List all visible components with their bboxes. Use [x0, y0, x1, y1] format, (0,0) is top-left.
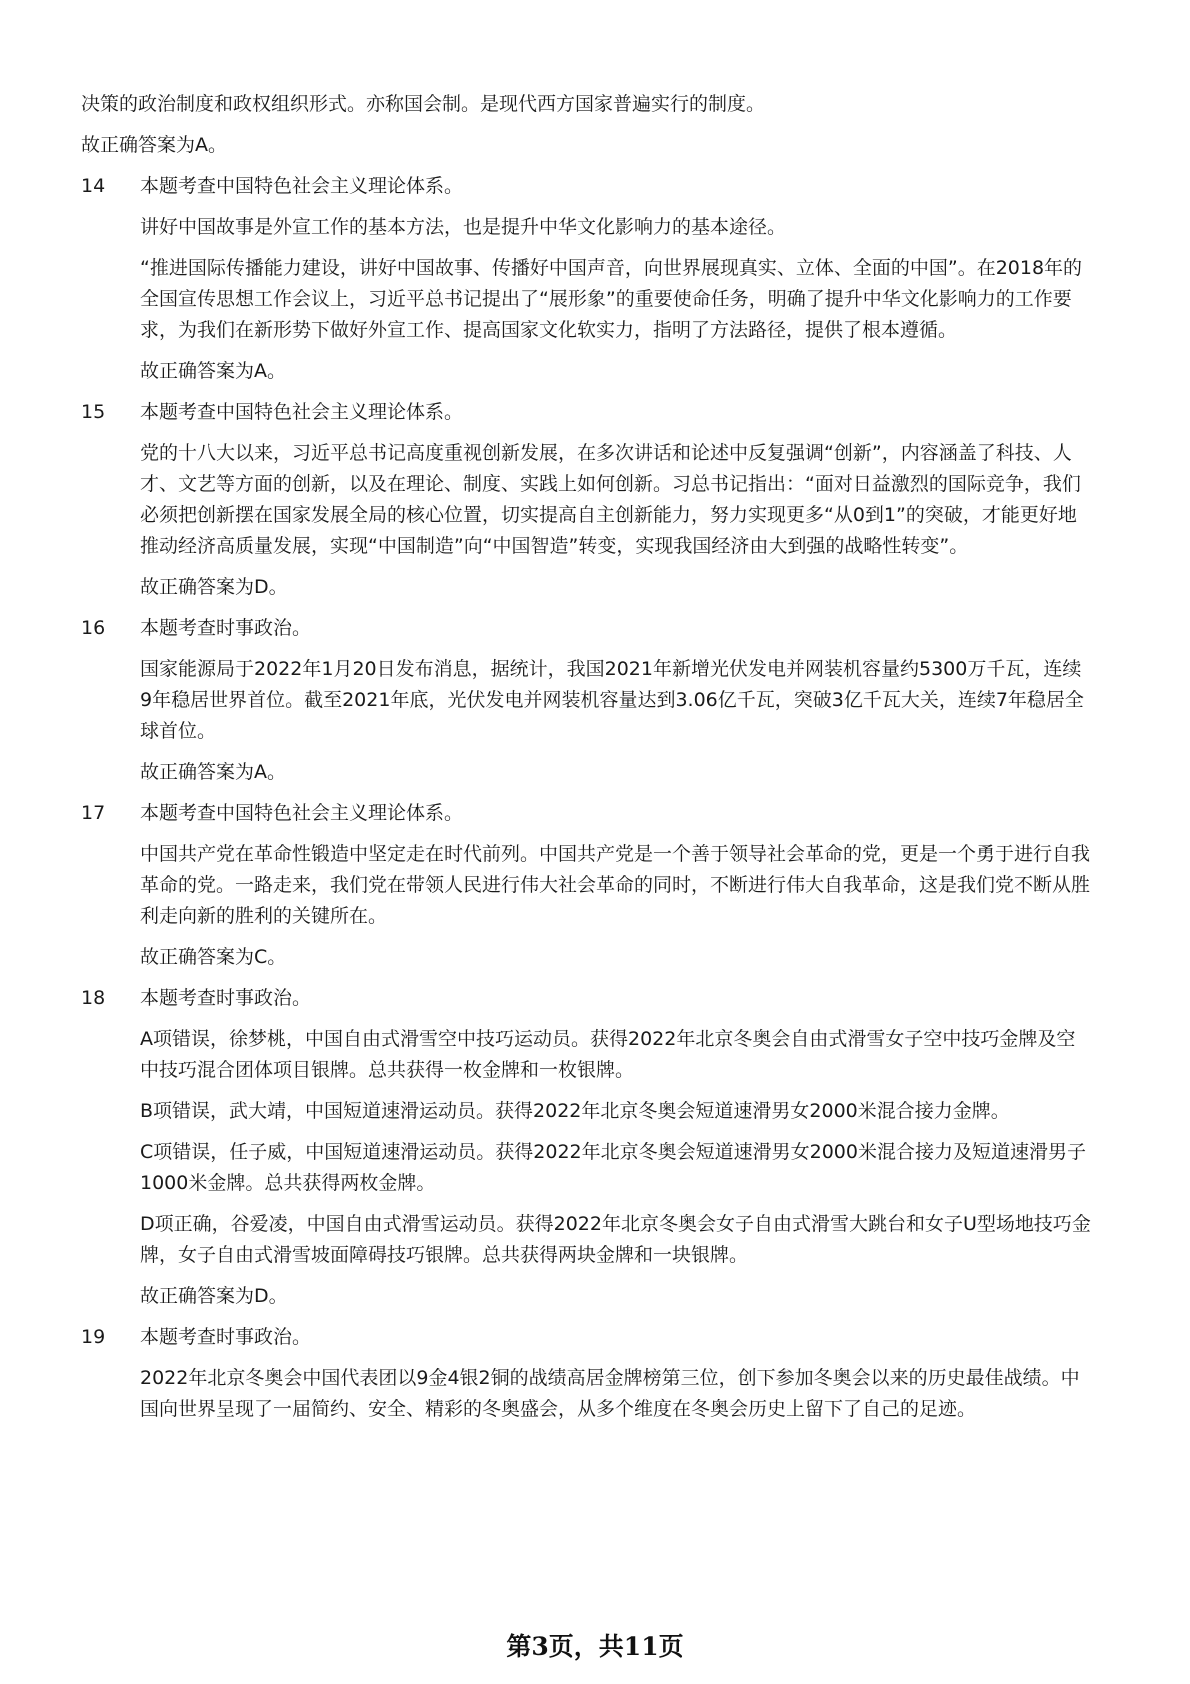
question-header	[81, 613, 1091, 644]
question-17	[81, 798, 1091, 973]
question-topic: 本题考查时事政治。	[140, 987, 312, 1009]
explanation-paragraph: 中国共产党在革命性锻造中坚定走在时代前列。中国共产党是一个善于领导社会革命的党，更是一个勇于进行自我革命的党。一路走来，我们党在带领人民进行伟大社会革命的同时，不断进行伟大自我革命，这是我们党不断从胜利走向新的胜利的关键所在。	[140, 843, 1091, 927]
question-number: 19	[81, 1326, 106, 1348]
option-a-explanation: A项错误，徐梦桃，中国自由式滑雪空中技巧运动员。获得2022年北京冬奥会自由式滑雪女子空中技巧金牌及空中技巧混合团体项目银牌。总共获得一枚金牌和一枚银牌。	[140, 1028, 1076, 1081]
question-topic: 本题考查中国特色社会主义理论体系。	[140, 175, 464, 197]
explanation-paragraph: 国家能源局于2022年1月20日发布消息，据统计，我国2021年新增光伏发电并网装机容量约5300万千瓦，连续9年稳居世界首位。截至2021年底，光伏发电并网装机容量达到3.06亿千瓦，突破3亿千瓦大关，连续7年稳居全球首位。	[140, 658, 1084, 742]
explanation-paragraph: 2022年北京冬奥会中国代表团以9金4银2铜的战绩高居金牌榜第三位，创下参加冬奥会以来的历史最佳战绩。中国向世界呈现了一届简约、安全、精彩的冬奥盛会，从多个维度在冬奥会历史上留下了自己的足迹。	[140, 1367, 1080, 1420]
question-header	[81, 397, 1091, 428]
option-c-explanation: C项错误，任子威，中国短道速滑运动员。获得2022年北京冬奥会短道速滑男女2000米混合接力及短道速滑男子1000米金牌。总共获得两枚金牌。	[140, 1141, 1086, 1194]
question-14	[81, 171, 1091, 387]
answer-line: 故正确答案为D。	[140, 1285, 288, 1307]
page-content	[81, 89, 1091, 1435]
question-header	[81, 798, 1091, 829]
question-number: 18	[81, 987, 106, 1009]
answer-line: 故正确答案为A。	[140, 761, 286, 783]
question-15	[81, 397, 1091, 603]
question-body	[81, 1024, 1091, 1312]
question-body	[81, 212, 1091, 387]
question-number: 16	[81, 617, 106, 639]
explanation-paragraph: 党的十八大以来，习近平总书记高度重视创新发展，在多次讲话和论述中反复强调“创新”，内容涵盖了科技、人才、文艺等方面的创新，以及在理论、制度、实践上如何创新。习总书记指出：“面对日益激烈的国际竞争，我们必须把创新摆在国家发展全局的核心位置，切实提高自主创新能力，努力实现更多“从0到1”的突破，才能更好地推动经济高质量发展，实现“中国制造”向“中国智造”转变，实现我国经济由大到强的战略性转变”。	[140, 442, 1081, 557]
question-number: 15	[81, 401, 106, 423]
question-topic: 本题考查中国特色社会主义理论体系。	[140, 401, 464, 423]
question-topic: 本题考查时事政治。	[140, 617, 312, 639]
page-footer	[0, 1630, 1190, 1664]
option-b-explanation: B项错误，武大靖，中国短道速滑运动员。获得2022年北京冬奥会短道速滑男女2000米混合接力金牌。	[140, 1100, 1010, 1122]
question-number: 14	[81, 175, 106, 197]
answer-line: 故正确答案为C。	[140, 946, 287, 968]
option-d-explanation: D项正确，谷爱凌，中国自由式滑雪运动员。获得2022年北京冬奥会女子自由式滑雪大跳台和女子U型场地技巧金牌，女子自由式滑雪坡面障碍技巧银牌。总共获得两块金牌和一块银牌。	[140, 1213, 1091, 1266]
question-16	[81, 613, 1091, 788]
question-body	[81, 654, 1091, 788]
answer-line: 故正确答案为A。	[140, 360, 286, 382]
explanation-paragraph: 讲好中国故事是外宣工作的基本方法，也是提升中华文化影响力的基本途径。	[140, 216, 787, 238]
question-header	[81, 171, 1091, 202]
question-body	[81, 438, 1091, 603]
question-body	[81, 839, 1091, 973]
lead-paragraph: 决策的政治制度和政权组织形式。亦称国会制。是现代西方国家普遍实行的制度。	[81, 93, 766, 115]
question-topic: 本题考查时事政治。	[140, 1326, 312, 1348]
question-header	[81, 1322, 1091, 1353]
question-header	[81, 983, 1091, 1014]
explanation-paragraph: “推进国际传播能力建设，讲好中国故事、传播好中国声音，向世界展现真实、立体、全面的中国”。在2018年的全国宣传思想工作会议上，习近平总书记提出了“展形象”的重要使命任务，明确了提升中华文化影响力的工作要求，为我们在新形势下做好外宣工作、提高国家文化软实力，指明了方法路径，提供了根本遵循。	[140, 257, 1083, 341]
lead-answer: 故正确答案为A。	[81, 134, 227, 156]
page-number-label: 第3页，共11页	[506, 1632, 684, 1661]
question-topic: 本题考查中国特色社会主义理论体系。	[140, 802, 464, 824]
question-18	[81, 983, 1091, 1312]
question-number: 17	[81, 802, 106, 824]
answer-line: 故正确答案为D。	[140, 576, 288, 598]
question-body	[81, 1363, 1091, 1425]
question-19	[81, 1322, 1091, 1425]
